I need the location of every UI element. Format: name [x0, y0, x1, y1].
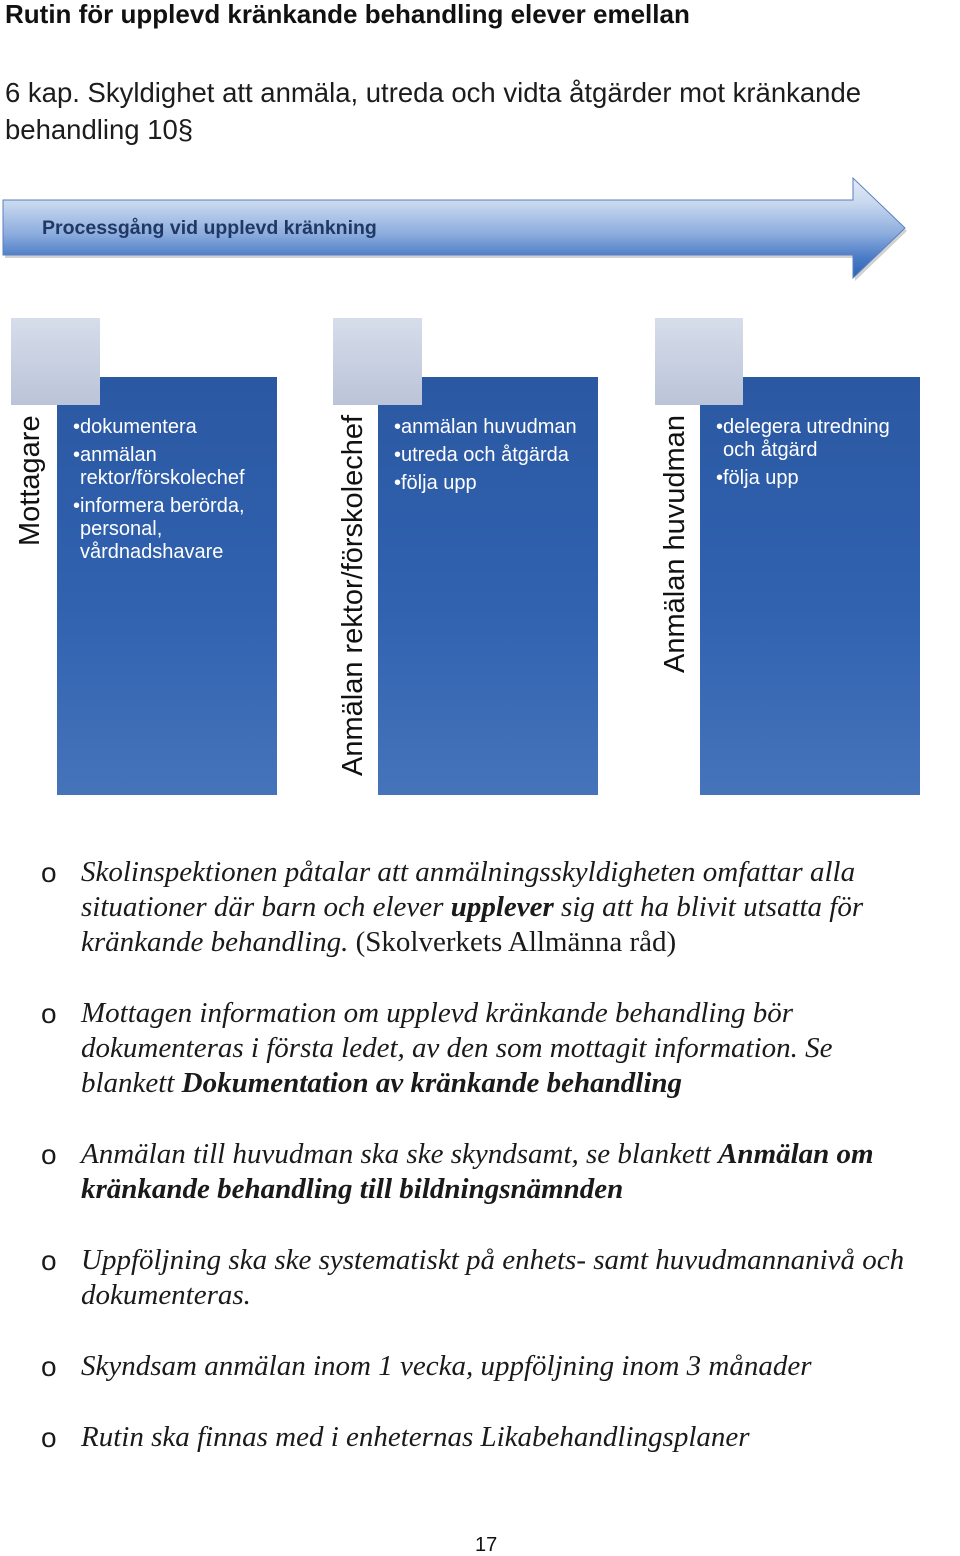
note-line: [81, 1278, 960, 1313]
note-text: dokumenteras.: [81, 1279, 251, 1311]
step-bullet-line: [716, 439, 920, 462]
step-bullet-line: [73, 541, 277, 564]
step-bullet-text: utreda och åtgärda: [401, 444, 569, 466]
step-bullet-item: [716, 467, 920, 490]
step-bullet-line: [394, 472, 598, 495]
step-bullet-item: [73, 495, 277, 564]
bullet-icon: •: [394, 444, 402, 466]
note-line: [81, 1420, 960, 1455]
notes-list: [0, 855, 960, 1491]
note-line: [81, 1066, 960, 1101]
step-panel: [57, 377, 277, 795]
step-bullet-line: [716, 467, 920, 490]
step-bullet-text: vårdnadshavare: [80, 541, 224, 563]
note-line: [81, 1172, 960, 1207]
page-title: Rutin för upplevd kränkande behandling elever emellan: [5, 0, 690, 29]
chapter-heading: [5, 74, 861, 148]
note-form-name: Dokumentation av kränkande behandling: [181, 1067, 683, 1099]
step-bullet-text: följa upp: [723, 467, 799, 489]
step-bullet-line: [73, 416, 277, 439]
bullet-icon: •: [394, 416, 402, 438]
step-bullet-text: delegera utredning: [723, 416, 890, 438]
bullet-icon: •: [394, 472, 402, 494]
step-bullet-item: [716, 416, 920, 462]
note-line: [81, 890, 960, 925]
process-step-anmalan-huvudman: [655, 318, 925, 796]
note-text: situationer där barn och elever: [81, 891, 451, 923]
step-accent-square: [11, 318, 100, 405]
step-bullet-line: [394, 444, 598, 467]
list-item: [0, 996, 960, 1101]
page-number: 17: [475, 1534, 498, 1556]
note-text: Skolinspektionen påtalar att anmälningsskyldigheten omfattar alla: [81, 856, 856, 888]
note-line: [81, 855, 960, 890]
list-item: [0, 1137, 960, 1207]
step-bullet-item: [394, 416, 598, 439]
chapter-heading-line: 6 kap. Skyldighet att anmäla, utreda och vidta åtgärder mot kränkande: [5, 77, 862, 108]
note-text: Skyndsam anmälan inom 1 vecka, uppföljning inom 3 månader: [81, 1350, 812, 1382]
step-bullet-text: dokumentera: [80, 416, 197, 438]
process-step-anmalan-rektor: [333, 318, 603, 796]
bullet-icon: •: [73, 495, 81, 517]
note-text: Anmälan till huvudman ska ske skyndsamt, se blankett: [81, 1138, 719, 1170]
note-text: Mottagen information om upplevd kränkande behandling bör: [81, 997, 794, 1029]
step-bullet-text: anmälan huvudman: [401, 416, 577, 438]
bullet-icon: •: [716, 467, 724, 489]
note-text: kränkande behandling.: [81, 926, 356, 958]
list-marker-icon: o: [41, 1422, 57, 1453]
process-step-mottagare: [11, 318, 281, 796]
step-bullet-item: [73, 444, 277, 490]
step-bullet-text: följa upp: [401, 472, 477, 494]
list-marker-icon: o: [41, 1245, 57, 1276]
step-bullet-item: [394, 444, 598, 467]
step-bullet-line: [716, 416, 920, 439]
step-accent-square: [655, 318, 743, 405]
note-line: [81, 1031, 960, 1066]
list-item: [0, 1349, 960, 1384]
note-form-name: kränkande behandling till bildningsnämnden: [81, 1173, 624, 1205]
note-line: [81, 925, 960, 960]
chapter-heading-line: behandling 10§: [5, 114, 194, 145]
list-marker-icon: o: [41, 998, 57, 1029]
list-item: [0, 855, 960, 960]
note-emphasis: upplever: [450, 891, 554, 923]
step-title: Anmälan huvudman: [659, 415, 691, 673]
process-arrow-label: Processgång vid upplevd kränkning: [42, 217, 377, 239]
note-text: Uppföljning ska ske systematiskt på enhets- samt huvudmannanivå och: [81, 1244, 905, 1276]
bullet-icon: •: [73, 416, 81, 438]
step-bullet-line: [394, 416, 598, 439]
bullet-icon: •: [73, 444, 81, 466]
note-line: [81, 996, 960, 1031]
note-line: [81, 1349, 960, 1384]
step-bullet-text: anmälan: [80, 444, 157, 466]
note-line: [81, 1137, 960, 1172]
bullet-icon: •: [716, 416, 724, 438]
step-bullet-item: [394, 472, 598, 495]
step-bullet-line: [73, 518, 277, 541]
step-bullet-text: informera berörda,: [80, 495, 245, 517]
note-line: [81, 1243, 960, 1278]
step-bullet-text: rektor/förskolechef: [80, 467, 245, 489]
step-accent-square: [333, 318, 422, 405]
note-text: sig att ha blivit utsatta för: [553, 891, 864, 923]
list-marker-icon: o: [41, 857, 57, 888]
step-title: Mottagare: [14, 415, 46, 546]
note-source: (Skolverkets Allmänna råd): [355, 926, 677, 958]
step-panel: [700, 377, 920, 795]
list-item: [0, 1420, 960, 1455]
step-title: Anmälan rektor/förskolechef: [337, 415, 369, 777]
step-bullet-line: [73, 467, 277, 490]
note-text: dokumenteras i första ledet, av den som mottagit information. Se: [81, 1032, 833, 1064]
step-bullet-line: [73, 495, 277, 518]
step-bullet-text: personal,: [80, 518, 163, 540]
step-bullet-item: [73, 416, 277, 439]
list-marker-icon: o: [41, 1351, 57, 1382]
step-bullet-line: [73, 444, 277, 467]
step-bullet-text: och åtgärd: [723, 439, 818, 461]
note-text: blankett: [81, 1067, 182, 1099]
note-text: Rutin ska finnas med i enheternas Likabehandlingsplaner: [81, 1421, 750, 1453]
list-marker-icon: o: [41, 1139, 57, 1170]
note-form-name: Anmälan om: [718, 1138, 874, 1170]
step-panel: [378, 377, 598, 795]
list-item: [0, 1243, 960, 1313]
